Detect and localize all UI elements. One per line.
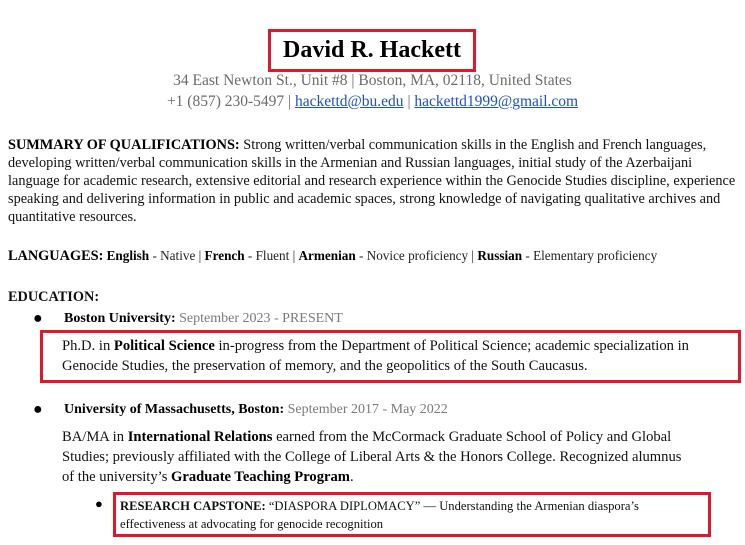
- school-dates: September 2017 - May 2022: [287, 402, 448, 417]
- language-level: Native: [160, 248, 196, 263]
- language-level: Elementary proficiency: [533, 248, 658, 263]
- phone-number: +1 (857) 230-5497: [166, 93, 285, 110]
- capstone-description: effectiveness at advocating for genocide recognition: [120, 517, 384, 531]
- degree-description: earned from the McCormack Graduate School of Policy and Global: [272, 429, 672, 445]
- degree-description: in-progress from the Department of Political Science; academic specialization in: [214, 338, 689, 354]
- research-capstone: [120, 497, 639, 533]
- degree-prefix: Ph.D. in: [62, 338, 114, 354]
- degree-description-line2: Genocide Studies, the preservation of memory, and the geopolitics of the South Caucasus.: [62, 358, 588, 374]
- bullet-icon: ●: [33, 310, 43, 327]
- bu-title: [64, 311, 343, 327]
- separator: |: [407, 93, 411, 110]
- email-link-gmail[interactable]: hackettd1999@gmail.com: [414, 93, 579, 110]
- contact-line: [0, 93, 745, 111]
- language-name: French: [204, 248, 245, 263]
- punctuation: .: [349, 469, 354, 485]
- languages-heading: LANGUAGES:: [8, 248, 104, 264]
- summary-section: [8, 136, 738, 226]
- school-name: University of Massachusetts, Boston:: [64, 402, 285, 417]
- address-line: [0, 72, 745, 90]
- language-level: Novice proficiency: [366, 248, 469, 263]
- school-dates: September 2023 - PRESENT: [179, 311, 343, 326]
- program-name: Graduate Teaching Program: [171, 469, 350, 485]
- bullet-icon: ●: [95, 496, 103, 511]
- language-name: English: [106, 248, 150, 263]
- degree-prefix: BA/MA in: [62, 429, 128, 445]
- school-name: Boston University:: [64, 311, 176, 326]
- address-text: 34 East Newton St., Unit #8 | Boston, MA, 02118, United States: [173, 72, 572, 89]
- languages-section: LANGUAGES: English - Native | French - Fluent | Armenian - Novice proficiency | Russian - Elementary proficiency: [8, 248, 658, 264]
- language-name: Armenian: [298, 248, 356, 263]
- degree-field: International Relations: [127, 429, 273, 445]
- summary-text: Strong written/verbal communication skills in the English and French languages, developing written/verbal communication skills in the Armenian and Russian languages, initial study of the Azerbaijani language for academic research, extensive editorial and research experience within the Genocide Studies discipline, experience speaking and delivering information in public and academic spaces, strong knowledge of navigating qualitative archives and quantitative resources.: [8, 137, 736, 225]
- separator: |: [288, 93, 292, 110]
- education-heading: EDUCATION:: [8, 289, 100, 305]
- email-link-bu[interactable]: hackettd@bu.edu: [295, 93, 404, 110]
- umass-degree: [62, 427, 681, 487]
- language-name: Russian: [477, 248, 523, 263]
- umass-title: [64, 402, 448, 418]
- bu-degree: [62, 336, 689, 376]
- capstone-title: “DIASPORA DIPLOMACY” — Understanding the Armenian diaspora’s: [265, 499, 639, 513]
- capstone-label: RESEARCH CAPSTONE:: [120, 499, 266, 513]
- degree-field: Political Science: [113, 338, 215, 354]
- degree-description-line3: of the university’s: [62, 469, 172, 485]
- bullet-icon: ●: [33, 401, 43, 418]
- resume-name: David R. Hackett: [283, 37, 461, 63]
- language-level: Fluent: [255, 248, 290, 263]
- degree-description-line2: Studies; previously affiliated with the College of Liberal Arts & the Honors College. Recognized alumnus: [62, 449, 682, 465]
- summary-heading: SUMMARY OF QUALIFICATIONS:: [8, 137, 240, 153]
